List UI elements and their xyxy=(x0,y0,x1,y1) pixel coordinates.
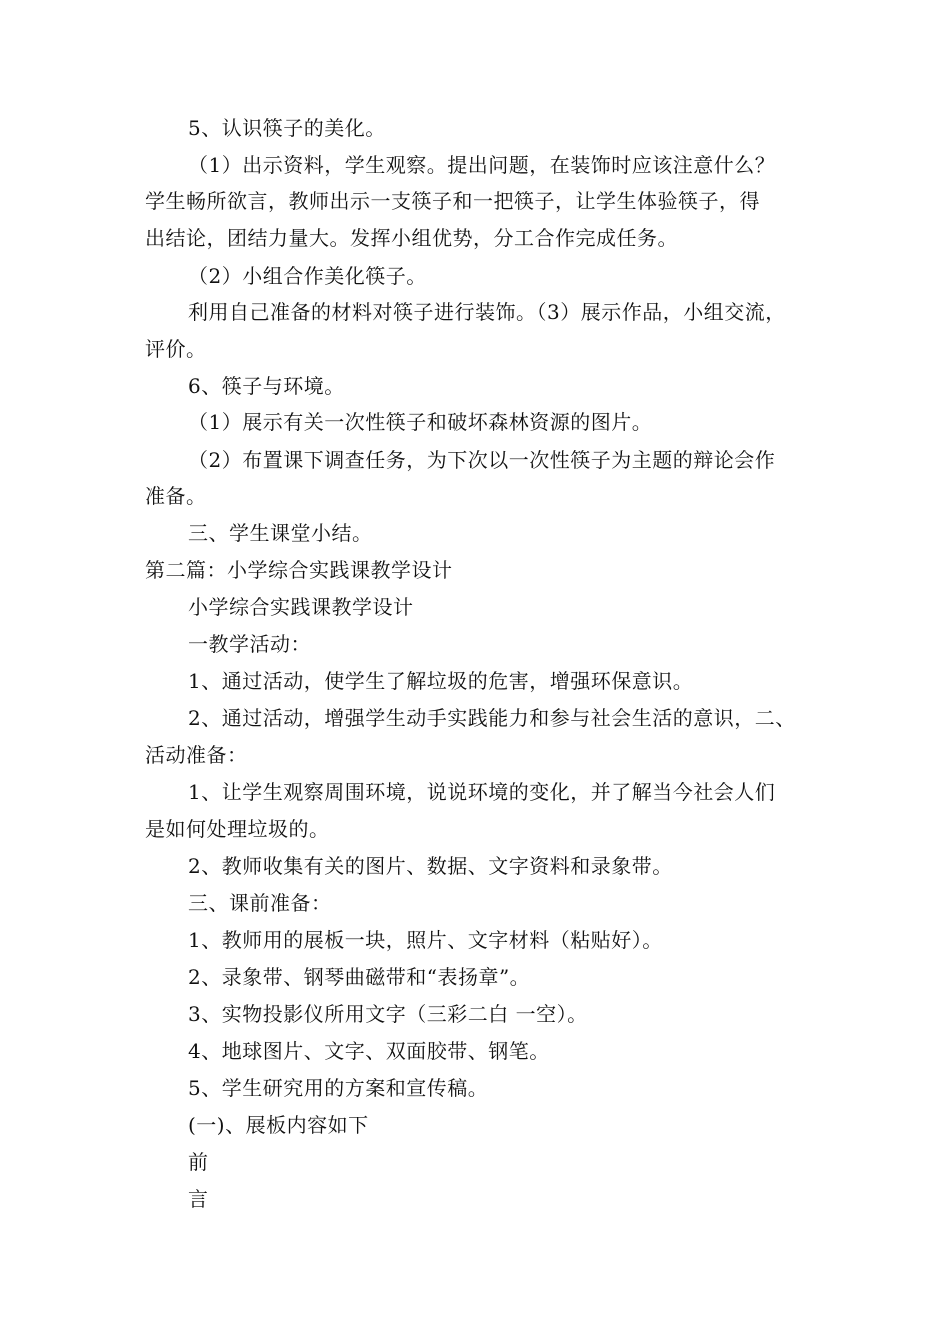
text-line: 6、筷子与环境。 xyxy=(188,374,345,398)
text-line: 1、通过活动，使学生了解垃圾的危害，增强环保意识。 xyxy=(188,669,694,693)
section-heading: 第二篇：小学综合实践课教学设计 xyxy=(145,558,453,582)
text-line: 利用自己准备的材料对筷子进行装饰。（3）展示作品，小组交流， xyxy=(188,300,786,324)
text-line: 小学综合实践课教学设计 xyxy=(188,595,414,619)
text-line: 言 xyxy=(188,1187,209,1211)
text-line: 准备。 xyxy=(145,484,207,508)
text-line: （2）小组合作美化筷子。 xyxy=(188,264,427,288)
text-line: 1、让学生观察周围环境，说说环境的变化，并了解当今社会人们 xyxy=(188,780,776,804)
text-line: 学生畅所欲言，教师出示一支筷子和一把筷子，让学生体验筷子，得 xyxy=(145,189,760,213)
text-line: 3、实物投影仪所用文字（三彩二白 一空）。 xyxy=(188,1002,588,1026)
text-line: （1）展示有关一次性筷子和破坏森林资源的图片。 xyxy=(188,410,653,434)
text-line: 4、地球图片、文字、双面胶带、钢笔。 xyxy=(188,1039,550,1063)
text-line: 是如何处理垃圾的。 xyxy=(145,817,330,841)
text-line: （1）出示资料，学生观察。提出问题，在装饰时应该注意什么？ xyxy=(188,153,776,177)
text-line: （2）布置课下调查任务，为下次以一次性筷子为主题的辩论会作 xyxy=(188,448,776,472)
text-line: 三、学生课堂小结。 xyxy=(188,521,373,545)
text-line: 5、认识筷子的美化。 xyxy=(188,116,386,140)
text-line: 一教学活动： xyxy=(188,632,311,656)
text-line: 前 xyxy=(188,1150,209,1174)
text-line: 2、录象带、钢琴曲磁带和“表扬章”。 xyxy=(188,965,531,989)
text-line: 5、学生研究用的方案和宣传稿。 xyxy=(188,1076,489,1100)
text-line: 1、教师用的展板一块，照片、文字材料（粘贴好）。 xyxy=(188,928,663,952)
text-line: 三、课前准备： xyxy=(188,891,332,915)
text-line: 活动准备： xyxy=(145,743,248,767)
text-line: 2、通过活动，增强学生动手实践能力和参与社会生活的意识，二、 xyxy=(188,706,796,730)
text-line: 2、教师收集有关的图片、数据、文字资料和录象带。 xyxy=(188,854,673,878)
text-line: (一)、展板内容如下 xyxy=(188,1113,369,1137)
text-line: 评价。 xyxy=(145,337,207,361)
text-line: 出结论，团结力量大。发挥小组优势，分工合作完成任务。 xyxy=(145,226,678,250)
